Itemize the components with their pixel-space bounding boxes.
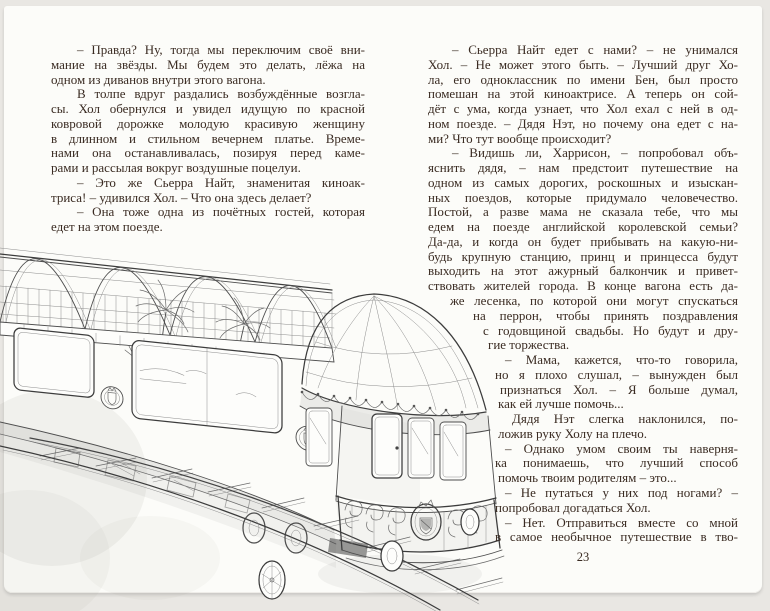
text-line: яснить дядя, – нам предстоит путешествие на (428, 160, 738, 176)
text-line: – Сьерра Найт едет с нами? – не унимался (452, 42, 738, 57)
text-line: мание на звёзды. Мы будем это делать, лёжа на (51, 56, 365, 72)
text-line: дёт с ума, когда узнает, что Хол ехал с ней в од- (428, 101, 738, 117)
text-line: едет на этом поезде. (51, 219, 163, 235)
text-line: Да-да, и когда он будет прибывать на какую-ни- (428, 233, 738, 249)
text-line: гие торжества. (488, 337, 570, 353)
text-line: ка понимаешь, что лучший способ (495, 455, 738, 471)
text-line: попробовал догадаться Хол. (495, 499, 651, 515)
text-line: же лесенка, по которой они могут спускаться (450, 293, 738, 309)
page-number: 23 (576, 550, 590, 564)
text-line: ковровой дорожке молодую красивую женщину (51, 115, 365, 131)
text-line: с годовщиной свадьбы. Но будут и дру- (483, 322, 738, 338)
text-line: помочь твоим родителям – это... (498, 470, 677, 486)
text-line: рами и рассылая вокруг воздушные поцелуи. (51, 160, 301, 176)
rear-door (372, 414, 402, 478)
text-line: будь крупную станцию, принц и принцесса будут (428, 248, 738, 264)
door-handle (395, 446, 398, 449)
text-line: ми? Что тут вообще происходит? (428, 130, 612, 146)
text-line: Хол. – Не может этого быть. – Лучший друг Хо- (428, 56, 738, 72)
text-line: ствовать жителей города. В конце вагона есть да- (428, 278, 738, 294)
text-line: – Мама, кажется, что-то говорила, (505, 352, 738, 368)
text-line: ла, его одноклассник по имени Бен, был просто (428, 71, 738, 87)
text-line: сы. Хол обернулся и увидел идущую по красной (51, 101, 365, 117)
text-line: в самое необычное путешествие в тво- (495, 529, 738, 545)
text-line: – Правда? Ну, тогда мы переключим своё вни- (77, 42, 365, 57)
text-line: – Видишь ли, Харрисон, – попробовал объ- (452, 145, 738, 161)
text-line: триса! – удивился Хол. – Что она здесь делает? (51, 189, 312, 205)
text-line: ных поездов, которые придумало человечество. (428, 189, 738, 205)
text-line: на перрон, чтобы принять поздравления (473, 307, 738, 323)
text-line: помешан на этой киноактрисе. А теперь он сой- (428, 86, 738, 102)
text-line: как ей лучше помочь... (498, 396, 624, 412)
text-line: одном из диванов внутри этого вагона. (51, 71, 266, 87)
text-line: – Однако умом своим ты наверня- (505, 440, 738, 456)
text-line: – Она тоже одна из почётных гостей, которая (77, 204, 365, 220)
text-line: ном поезде. – Дядя Нэт, но почему она едет с на- (428, 115, 738, 131)
right-page-text-column (428, 43, 738, 545)
text-line: признаться Хол. – Я больше думал, (500, 381, 738, 397)
text-line: одном из самых дорогих, роскошных и изыскан- (428, 174, 738, 190)
text-line: выходить на этот ажурный балкончик и привет- (428, 263, 738, 279)
text-line: Дядя Нэт слегка наклонился, по- (512, 411, 738, 427)
text-line: ложив руку Холу на плечо. (498, 425, 647, 441)
text-line: но я плохо слушал, – вынужден был (495, 366, 738, 382)
text-line: В толпе вдруг раздались возбуждённые возгла- (77, 86, 365, 102)
text-line: – Не путаться у них под ногами? – (505, 484, 738, 500)
text-line: в длинном и стильном вечернем платье. Време- (51, 130, 365, 146)
text-line: Постой, а разве мама не сказала тебе, что мы (428, 204, 738, 220)
text-line: нами она останавливалась, позируя перед каме- (51, 145, 365, 161)
text-line: – Это же Сьерра Найт, знаменитая киноак- (77, 174, 365, 190)
text-line: едем на поезде английской королевской семьи? (428, 219, 738, 235)
left-page-text-column (51, 43, 365, 235)
text-line: – Нет. Отправиться вместе со мной (505, 514, 738, 530)
